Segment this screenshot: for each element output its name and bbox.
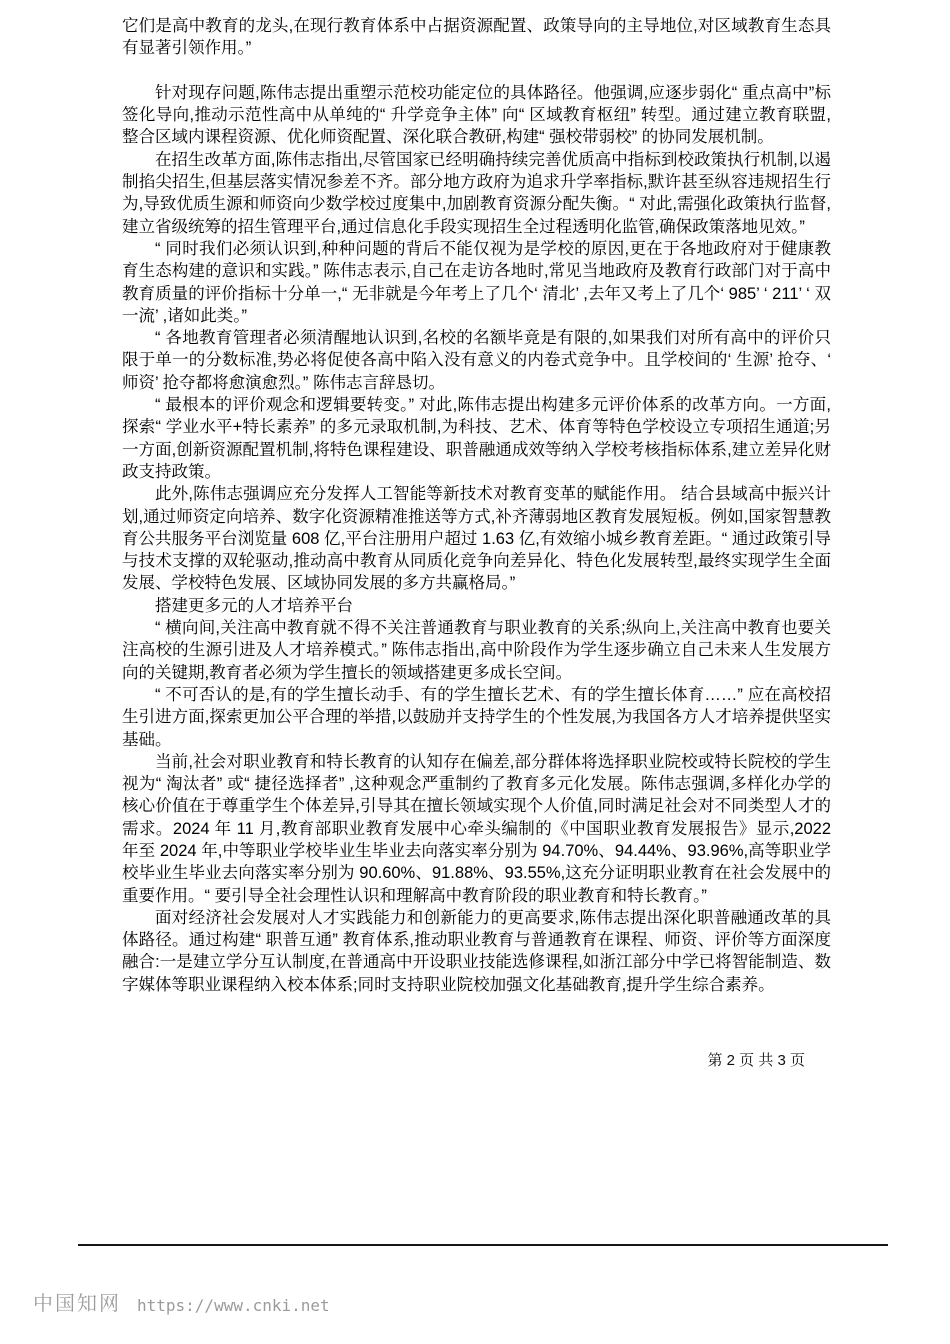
paragraph: “ 同时我们必须认识到,种种问题的背后不能仅视为是学校的原因,更在于各地政府对于健康教育生态构建的意识和实践。” 陈伟志表示,自己在走访各地时,常见当地政府及教育行政部门对于高中教育质量的评价指标十分单一,“ 无非就是今年考上了几个‘ 清北’ ,去年又考上了几个‘ 985’ ‘ 211’ ‘ 双一流’ ,诸如此类。”: [122, 239, 831, 325]
paragraph: 当前,社会对职业教育和特长教育的认知存在偏差,部分群体将选择职业院校或特长院校的学生视为“ 淘汰者” 或“ 捷径选择者” ,这种观念严重制约了教育多元化发展。陈伟志强调,多样化办学的核心价值在于尊重学生个体差异,引导其在擅长领域实现个人价值,同时满足社会对不同类型人才的需求。2024 年 11 月,教育部职业教育发展中心牵头编制的《中国职业教育发展报告》显示,2022 年至 2024 年,中等职业学校毕业生毕业去向落实率分别为 94.70%、94.44%、93.96%,高等职业学校毕业生毕业去向落实率分别为 90.60%、91.88%、93.55%,这充分证明职业教育在社会发展中的重要作用。“ 要引导全社会理性认识和理解高中教育阶段的职业教育和特长教育。”: [122, 752, 831, 905]
paragraph: 面对经济社会发展对人才实践能力和创新能力的更高要求,陈伟志提出深化职普融通改革的具体路径。通过构建“ 职普互通” 教育体系,推动职业教育与普通教育在课程、师资、评价等方面深度融合:一是建立学分互认制度,在普通高中开设职业技能选修课程,如浙江部分中学已将智能制造、数字媒体等职业课程纳入校本体系;同时支持职业院校加强文化基础教育,提升学生综合素养。: [122, 908, 831, 994]
paragraph: “ 不可否认的是,有的学生擅长动手、有的学生擅长艺术、有的学生擅长体育……” 应在高校招生引进方面,探索更加公平合理的举措,以鼓励并支持学生的个性发展,为我国各方人才培养提供坚实基础。: [122, 685, 831, 749]
paragraph: 此外,陈伟志强调应充分发挥人工智能等新技术对教育变革的赋能作用。 结合县域高中振兴计划,通过师资定向培养、数字化资源精准推送等方式,补齐薄弱地区教育发展短板。例如,国家智慧教育公共服务平台浏览量 608 亿,平台注册用户超过 1.63 亿,有效缩小城乡教育差距。“ 通过政策引导与技术支撑的双轮驱动,推动高中教育从同质化竞争向差异化、特色化发展转型,最终实现学生全面发展、学校特色发展、区域协同发展的多方共赢格局。”: [122, 485, 831, 593]
paragraph: “ 各地教育管理者必须清醒地认识到,名校的名额毕竟是有限的,如果我们对所有高中的评价只限于单一的分数标准,势必将促使各高中陷入没有意义的内卷式竞争中。且学校间的‘ 生源’ 抢夺、‘ 师资’ 抢夺都将愈演愈烈。” 陈伟志言辞恳切。: [122, 329, 831, 392]
document-body: [122, 15, 831, 996]
footer-divider: [78, 1244, 888, 1246]
paragraph: “ 横向间,关注高中教育就不得不关注普通教育与职业教育的关系;纵向上,关注高中教育也要关注高校的生源引进及人才培养模式。” 陈伟志指出,高中阶段作为学生逐步确立自己未来人生发展方向的关键期,教育者必须为学生擅长的领域搭建更多成长空间。: [122, 619, 831, 682]
paragraph: 在招生改革方面,陈伟志指出,尽管国家已经明确持续完善优质高中指标到校政策执行机制,以遏制掐尖招生,但基层落实情况参差不齐。部分地方政府为追求升学率指标,默许甚至纵容违规招生行为,导致优质生源和师资向少数学校过度集中,加剧教育资源分配失衡。“ 对此,需强化政策执行监督,建立省级统筹的招生管理平台,通过信息化手段实现招生全过程透明化监管,确保政策落地见效。”: [122, 150, 831, 236]
paragraph: “ 最根本的评价观念和逻辑要转变。” 对此,陈伟志提出构建多元评价体系的改革方向。一方面,探索“ 学业水平+特长素养” 的多元录取机制,为科技、艺术、体育等特色学校设立专项招生通道;另一方面,创新资源配置机制,将特色课程建设、职普融通成效等纳入学校考核指标体系,建立差异化财政支持政策。: [122, 396, 831, 481]
cnki-brand: 中国知网: [33, 1293, 121, 1315]
page-number: 第 2 页 共 3 页: [707, 1052, 805, 1069]
section-heading: 搭建更多元的人才培养平台: [155, 596, 353, 615]
paragraph: 针对现存问题,陈伟志提出重塑示范校功能定位的具体路径。他强调,应逐步弱化“ 重点高中”标签化导向,推动示范性高中从单纯的“ 升学竞争主体” 向“ 区域教育枢纽” 转型。通过建立教育联盟,整合区域内课程资源、优化师资配置、深化联合教研,构建“ 强校带弱校” 的协同发展机制。: [122, 83, 831, 147]
cnki-url-link[interactable]: https://www.cnki.net: [137, 1296, 330, 1315]
paragraph: 它们是高中教育的龙头,在现行教育体系中占据资源配置、政策导向的主导地位,对区域教育生态具有显著引领作用。”: [122, 17, 831, 58]
